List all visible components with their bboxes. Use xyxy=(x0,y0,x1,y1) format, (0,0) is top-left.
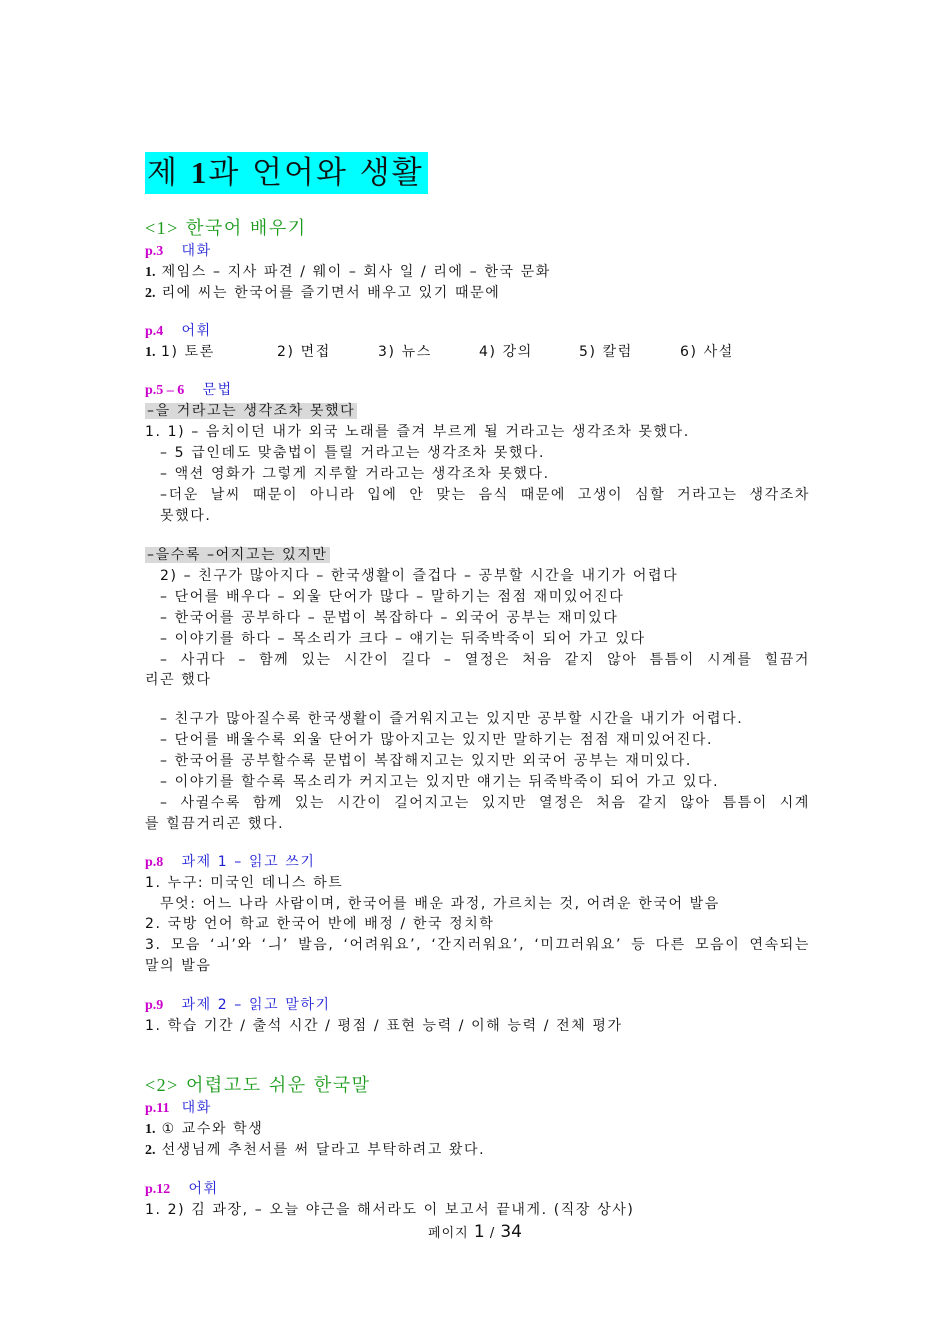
grammar-line: – 단어를 배우다 – 외울 단어가 많다 – 말하기는 점점 재미있어진다 xyxy=(160,589,625,605)
page-sep: / xyxy=(489,1226,496,1241)
grammar-pattern: –을수록 –어지고는 있지만 xyxy=(147,547,328,563)
grammar-header xyxy=(145,380,810,401)
page-ref: p.8 xyxy=(145,855,164,870)
grammar-line: – 이야기를 할수록 목소리가 커지고는 있지만 얘기는 뒤죽박죽이 되어 가고 있다. xyxy=(160,774,720,790)
page-ref: p.11 xyxy=(145,1101,170,1116)
grammar-line: – 액션 영화가 그렇게 지루할 거라고는 생각조차 못했다. xyxy=(160,466,550,482)
grammar-line: 1. 1) – 음치이던 내가 외국 노래를 즐겨 부르게 될 거라고는 생각조차 못했다. xyxy=(145,424,690,440)
grammar-line: – 사귈수록 함께 있는 시간이 길어지고는 있지만 열정은 처음 같지 않아 틈틈이 시계 xyxy=(160,795,810,811)
subsection-label: 문법 xyxy=(202,382,233,398)
page-ref: p.3 xyxy=(145,244,164,259)
dialogue-header xyxy=(145,241,810,262)
page-label: 페이지 xyxy=(428,1226,469,1241)
subsection-label: 과제 2 – 읽고 말하기 xyxy=(181,997,331,1013)
chapter-title xyxy=(145,152,428,194)
grammar-line: – 단어를 배울수록 외울 단어가 많아지고는 있지만 말하기는 점점 재미있어진다. xyxy=(160,732,714,748)
vocab-item: 4) 강의 xyxy=(479,344,533,360)
grammar-line: – 사귀다 – 함께 있는 시간이 길다 – 열정은 처음 같지 않아 틈틈이 시계를 힐끔거 xyxy=(160,652,810,668)
page-total: 34 xyxy=(500,1222,522,1242)
answer-line: 1. 제임스 – 지사 파견 / 웨이 – 회사 일 / 리에 – 한국 문화 xyxy=(145,264,551,280)
vocab-header xyxy=(145,1179,810,1200)
grammar-line: – 한국어를 공부할수록 문법이 복잡해지고는 있지만 외국어 공부는 재미있다. xyxy=(160,753,692,769)
grammar-line: – 5 급인데도 맞춤법이 틀릴 거라고는 생각조차 못했다. xyxy=(160,445,546,461)
task-line: 1. 2) 김 과장, – 오늘 야근을 해서라도 이 보고서 끝내게. (직장 상사) xyxy=(145,1202,635,1218)
page-footer xyxy=(0,1222,950,1242)
vocab-item: 6) 사설 xyxy=(680,344,734,360)
answer-line: 1. ① 교수와 학생 xyxy=(145,1121,264,1137)
page-ref: p.4 xyxy=(145,324,164,339)
section-2-heading: <2> 어렵고도 쉬운 한국말 xyxy=(145,1075,371,1096)
subsection-label: 어휘 xyxy=(188,1181,219,1197)
grammar-line: – 한국어를 공부하다 – 문법이 복잡하다 – 외국어 공부는 재미있다 xyxy=(160,610,619,626)
task-line: 무엇: 어느 나라 사람이며, 한국어를 배운 과정, 가르치는 것, 어려운 한국어 발음 xyxy=(160,896,720,912)
vocab-item: 2) 면접 xyxy=(277,344,331,360)
task-line: 3. 모음 ‘ㅚ’와 ‘ㅢ’ 발음, ‘어려워요’, ‘간지러워요’, ‘미끄러워요’ 등 다른 모음이 연속되는 xyxy=(145,937,810,953)
answer-line: 2. 선생님께 추천서를 써 달라고 부탁하려고 왔다. xyxy=(145,1142,486,1158)
grammar-line: 2) – 친구가 많아지다 – 한국생활이 즐겁다 – 공부할 시간을 내기가 어렵다 xyxy=(160,568,679,584)
task2-header xyxy=(145,995,810,1016)
grammar-line: 못했다. xyxy=(160,508,212,524)
subsection-label: 과제 1 – 읽고 쓰기 xyxy=(181,854,316,870)
grammar-line: 리곤 했다 xyxy=(145,672,212,688)
grammar-line: –더운 날씨 때문이 아니라 입에 안 맞는 음식 때문에 고생이 심할 거라고는 생각조차 xyxy=(160,487,810,503)
section-1-heading: <1> 한국어 배우기 xyxy=(145,218,307,239)
dialogue-header xyxy=(145,1098,810,1119)
page-ref: p.9 xyxy=(145,998,164,1013)
chapter-prefix: 제 xyxy=(147,155,179,191)
grammar-line: 를 힐끔거리곤 했다. xyxy=(145,816,285,832)
chapter-number: 1 xyxy=(190,155,209,190)
vocab-item: 5) 칼럼 xyxy=(579,344,633,360)
grammar-pattern: –을 거라고는 생각조차 못했다 xyxy=(147,403,356,419)
chapter-rest: 과 언어와 생활 xyxy=(208,155,424,191)
vocab-item: 3) 뉴스 xyxy=(378,344,432,360)
vocab-header xyxy=(145,321,810,342)
task-line: 2. 국방 언어 학교 한국어 반에 배정 / 한국 정치학 xyxy=(145,916,495,932)
task-line: 1. 누구: 미국인 데니스 하트 xyxy=(145,875,344,891)
page-ref: p.5 – 6 xyxy=(145,383,185,398)
grammar-line: – 친구가 많아질수록 한국생활이 즐거워지고는 있지만 공부할 시간을 내기가 어렵다. xyxy=(160,711,744,727)
task-line: 1. 학습 기간 / 출석 시간 / 평점 / 표현 능력 / 이해 능력 / 전체 평가 xyxy=(145,1018,623,1034)
grammar-line: – 이야기를 하다 – 목소리가 크다 – 얘기는 뒤죽박죽이 되어 가고 있다 xyxy=(160,631,646,647)
page-ref: p.12 xyxy=(145,1182,171,1197)
page-current: 1 xyxy=(473,1222,485,1242)
subsection-label: 어휘 xyxy=(181,323,212,339)
task-line: 말의 발음 xyxy=(145,958,212,974)
vocab-answers: 1. 1) 토론 2) 면접 3) 뉴스 4) 강의 5) 칼럼 6) 사설 xyxy=(145,344,734,360)
vocab-item: 1) 토론 xyxy=(161,344,215,360)
answer-line: 2. 리에 씨는 한국어를 즐기면서 배우고 있기 때문에 xyxy=(145,285,501,301)
task1-header xyxy=(145,852,810,873)
subsection-label: 대화 xyxy=(181,243,212,259)
subsection-label: 대화 xyxy=(181,1100,212,1116)
